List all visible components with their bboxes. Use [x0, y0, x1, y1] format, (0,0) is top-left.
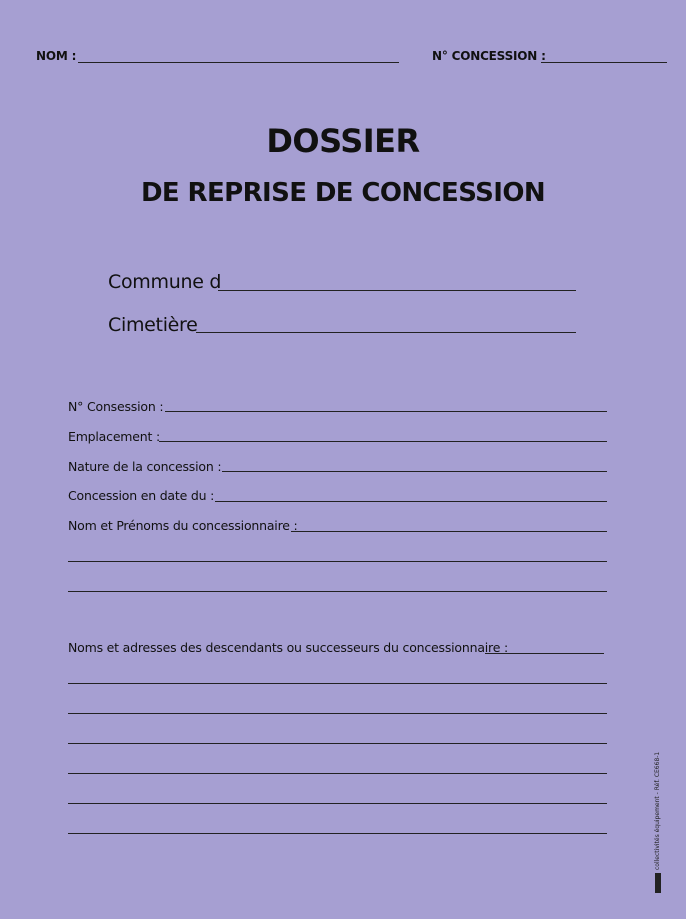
concessionnaire-label: Nom et Prénoms du concessionnaire : — [68, 518, 298, 533]
side-reference-text: collectivités équipement - Réf. CE668-1 — [654, 751, 661, 870]
nom-label: NOM : — [36, 49, 77, 63]
concessionnaire-input-line-3[interactable] — [68, 591, 607, 592]
num-concession-label: N° Consession : — [68, 399, 164, 414]
title-sub: DE REPRISE DE CONCESSION — [140, 178, 546, 208]
descendants-input-line-3[interactable] — [68, 713, 607, 714]
concessionnaire-input-line-2[interactable] — [68, 561, 607, 562]
date-label: Concession en date du : — [68, 488, 215, 503]
descendants-input-line-2[interactable] — [68, 683, 607, 684]
commune-input-line[interactable] — [218, 290, 576, 291]
num-concession-input-line[interactable] — [165, 411, 607, 412]
title-main: DOSSIER — [266, 122, 420, 160]
concession-number-label: N° CONCESSION : — [432, 49, 546, 63]
emplacement-label: Emplacement : — [68, 429, 160, 444]
descendants-input-line[interactable] — [485, 653, 604, 654]
descendants-input-line-6[interactable] — [68, 803, 607, 804]
descendants-input-line-4[interactable] — [68, 743, 607, 744]
commune-label: Commune d — [108, 271, 222, 293]
concession-number-input-line[interactable] — [541, 62, 667, 63]
nature-input-line[interactable] — [222, 471, 607, 472]
nature-label: Nature de la concession : — [68, 459, 222, 474]
cimetiere-label: Cimetière — [108, 314, 198, 336]
descendants-label: Noms et adresses des descendants ou successeurs du concessionnaire : — [68, 640, 508, 655]
cimetiere-input-line[interactable] — [196, 332, 576, 333]
emplacement-input-line[interactable] — [159, 441, 607, 442]
date-input-line[interactable] — [215, 501, 607, 502]
publisher-logo-icon — [655, 873, 661, 893]
descendants-input-line-7[interactable] — [68, 833, 607, 834]
concessionnaire-input-line[interactable] — [291, 531, 607, 532]
nom-input-line[interactable] — [78, 62, 399, 63]
descendants-input-line-5[interactable] — [68, 773, 607, 774]
